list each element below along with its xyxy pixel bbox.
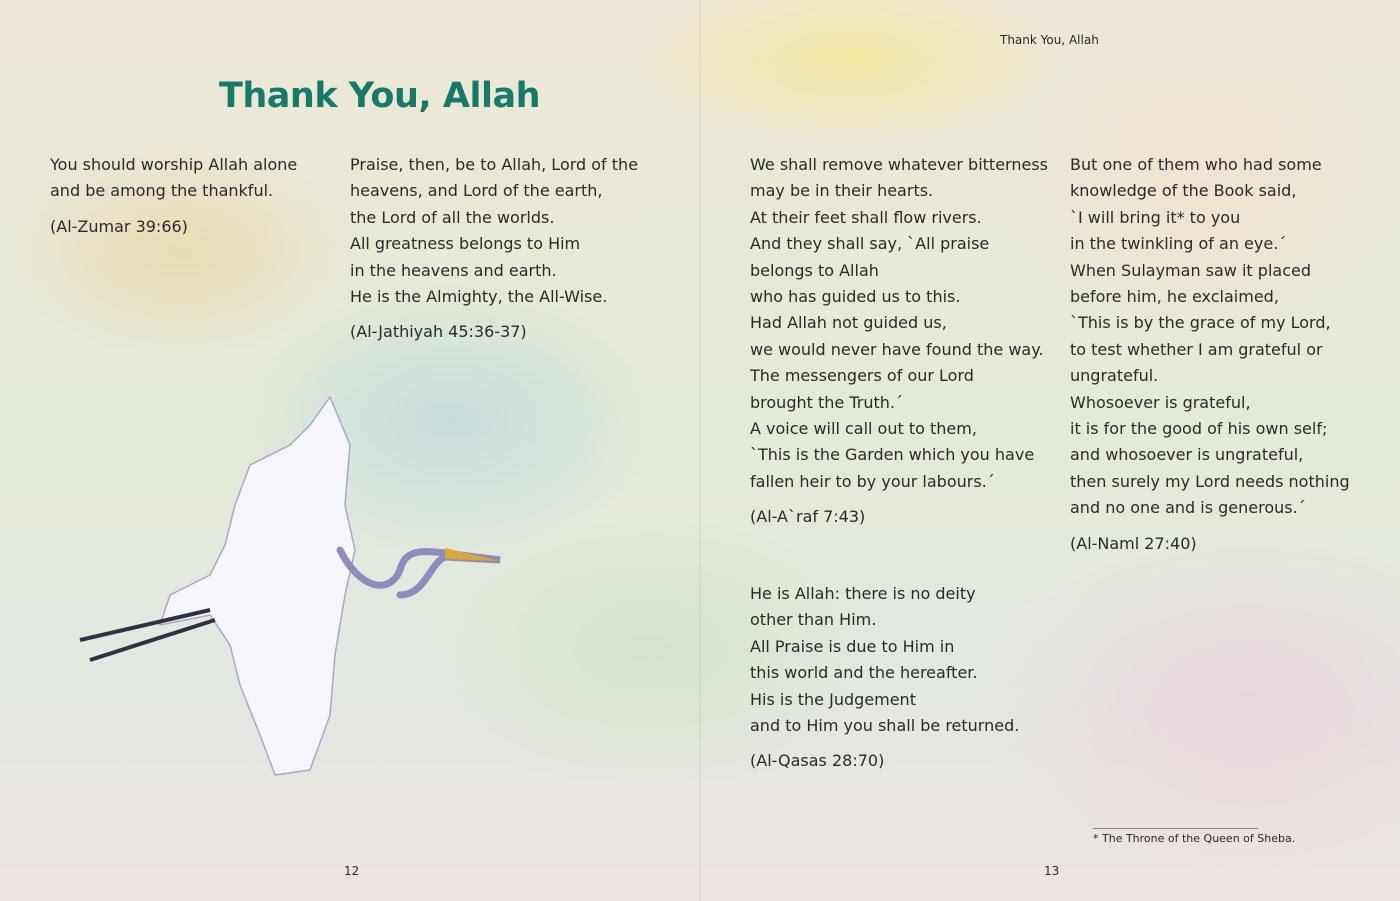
verse-citation: (Al-Zumar 39:66) <box>50 216 188 236</box>
verse-zumar <box>50 152 297 240</box>
verse-line: His is the Judgement <box>750 689 916 709</box>
verse-citation: (Al-A`raf 7:43) <box>750 507 866 527</box>
verse-jathiyah <box>350 152 638 346</box>
verse-line: `This is the Garden which you have <box>750 445 1035 465</box>
verse-citation: (Al-Naml 27:40) <box>1070 533 1197 553</box>
verse-line: The messengers of our Lord <box>750 366 974 386</box>
verse-line: fallen heir to by your labours.´ <box>750 471 995 491</box>
footnote: * The Throne of the Queen of Sheba. <box>1093 832 1296 845</box>
verse-line: Whosoever is grateful, <box>1070 392 1251 412</box>
verse-line: `I will bring it* to you <box>1070 207 1241 227</box>
verse-line: who has guided us to this. <box>750 287 961 307</box>
page-title: Thank You, Allah <box>219 76 540 116</box>
verse-line: in the heavens and earth. <box>350 260 557 280</box>
verse-citation: (Al-Jathiyah 45:36-37) <box>350 322 527 342</box>
verse-naml <box>1070 152 1350 557</box>
verse-line: before him, he exclaimed, <box>1070 287 1279 307</box>
verse-line: we would never have found the way. <box>750 339 1044 359</box>
verse-line: And they shall say, `All praise <box>750 234 990 254</box>
verse-line: and to Him you shall be returned. <box>750 716 1020 736</box>
verse-line: You should worship Allah alone <box>50 155 298 174</box>
verse-line: He is Allah: there is no deity <box>750 584 976 603</box>
verse-line: All Praise is due to Him in <box>750 636 955 656</box>
verse-line: other than Him. <box>750 610 877 630</box>
verse-line: ungrateful. <box>1070 366 1159 386</box>
verse-line: and whosoever is ungrateful, <box>1070 445 1304 465</box>
verse-line: to test whether I am grateful or <box>1070 339 1323 359</box>
verse-line: A voice will call out to them, <box>750 419 977 439</box>
verse-line: in the twinkling of an eye.´ <box>1070 234 1287 254</box>
verse-line: brought the Truth.´ <box>750 392 903 412</box>
verse-line: But one of them who had some <box>1070 155 1322 174</box>
verse-line: and no one and is generous.´ <box>1070 498 1306 518</box>
verse-line: belongs to Allah <box>750 260 879 280</box>
verse-araf <box>750 152 1048 531</box>
verse-line: All greatness belongs to Him <box>350 234 581 254</box>
page-number-right: 13 <box>1044 864 1060 878</box>
verse-line: When Sulayman saw it placed <box>1070 260 1311 280</box>
verse-line: He is the Almighty, the All-Wise. <box>350 287 608 307</box>
verse-line: it is for the good of his own self; <box>1070 419 1328 439</box>
verse-line: At their feet shall flow rivers. <box>750 207 982 227</box>
verse-line: Had Allah not guided us, <box>750 313 947 333</box>
verse-line: heavens, and Lord of the earth, <box>350 181 603 201</box>
verse-line: then surely my Lord needs nothing <box>1070 471 1350 491</box>
verse-line: `This is by the grace of my Lord, <box>1070 313 1331 333</box>
verse-line: Praise, then, be to Allah, Lord of the <box>350 155 639 174</box>
verse-line: and be among the thankful. <box>50 181 274 201</box>
verse-citation: (Al-Qasas 28:70) <box>750 751 885 771</box>
verse-line: knowledge of the Book said, <box>1070 181 1297 201</box>
verse-line: the Lord of all the worlds. <box>350 207 555 227</box>
book-gutter <box>699 0 701 901</box>
verse-qasas <box>750 581 1019 775</box>
footnote-rule <box>1093 828 1258 829</box>
verse-line: may be in their hearts. <box>750 181 934 201</box>
running-header: Thank You, Allah <box>1000 33 1099 47</box>
verse-line: this world and the hereafter. <box>750 663 978 683</box>
heron-illustration <box>60 385 520 785</box>
verse-line: We shall remove whatever bitterness <box>750 155 1048 174</box>
page-number-left: 12 <box>344 864 360 878</box>
